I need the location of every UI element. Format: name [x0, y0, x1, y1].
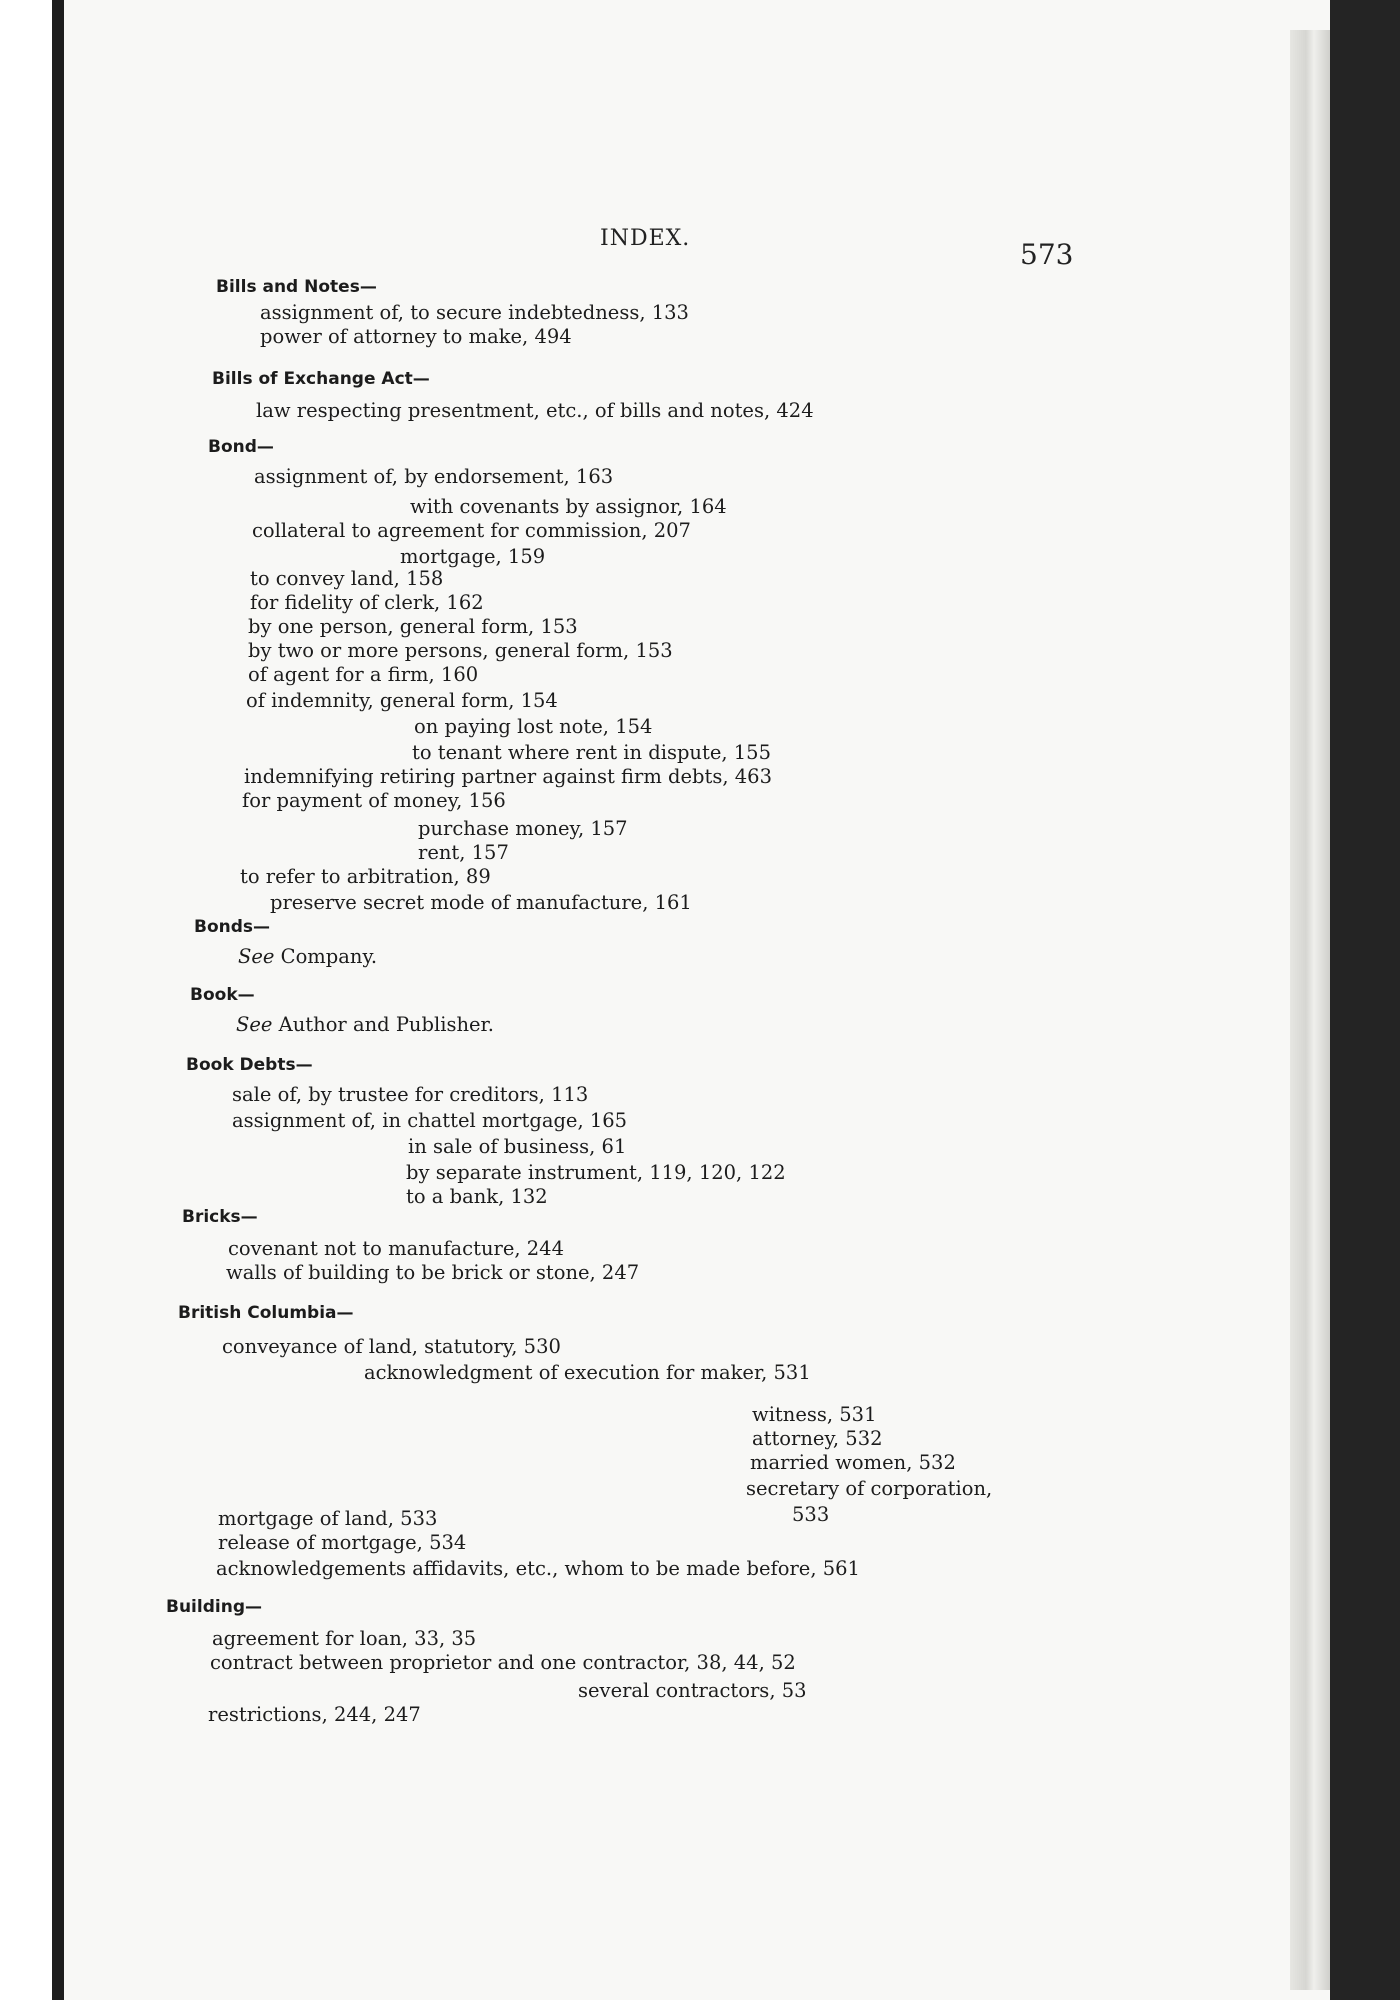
index-line	[238, 946, 377, 968]
index-heading: Bonds—	[194, 917, 271, 937]
index-line: agreement for loan, 33, 35	[212, 1627, 477, 1650]
see-reference: See	[238, 945, 275, 968]
index-heading: Book Debts—	[186, 1055, 313, 1075]
index-line: by separate instrument, 119, 120, 122	[406, 1161, 786, 1184]
index-heading: Book—	[190, 985, 255, 1005]
index-line: power of attorney to make, 494	[260, 325, 572, 348]
index-line: witness, 531	[752, 1403, 877, 1426]
see-target: Company.	[274, 945, 378, 968]
index-line: assignment of, to secure indebtedness, 133	[260, 301, 689, 324]
see-target: Author and Publisher.	[272, 1013, 494, 1036]
index-line: secretary of corporation,	[746, 1477, 993, 1500]
index-line	[236, 1014, 494, 1036]
index-line: for payment of money, 156	[242, 789, 506, 812]
index-line: sale of, by trustee for creditors, 113	[232, 1083, 589, 1106]
index-line: collateral to agreement for commission, 207	[252, 519, 691, 542]
index-line: indemnifying retiring partner against firm debts, 463	[244, 765, 772, 788]
index-line: walls of building to be brick or stone, 247	[226, 1261, 640, 1284]
index-line: of agent for a firm, 160	[248, 663, 479, 686]
page-number: 573	[1020, 238, 1074, 271]
index-line: acknowledgements affidavits, etc., whom to be made before, 561	[216, 1557, 860, 1580]
index-line: restrictions, 244, 247	[208, 1703, 421, 1726]
index-line: for fidelity of clerk, 162	[250, 591, 484, 614]
index-heading: Bricks—	[182, 1207, 258, 1227]
index-line: covenant not to manufacture, 244	[228, 1237, 564, 1260]
index-line: contract between proprietor and one contractor, 38, 44, 52	[210, 1651, 796, 1674]
index-line: by two or more persons, general form, 153	[248, 639, 673, 662]
index-line: rent, 157	[418, 841, 509, 864]
index-heading: Bills of Exchange Act—	[212, 369, 430, 389]
index-line: to tenant where rent in dispute, 155	[412, 741, 771, 764]
see-reference: See	[236, 1013, 273, 1036]
index-line: 533	[792, 1503, 830, 1526]
index-line: acknowledgment of execution for maker, 531	[364, 1361, 811, 1384]
index-line: with covenants by assignor, 164	[410, 495, 727, 518]
index-line: conveyance of land, statutory, 530	[222, 1335, 561, 1358]
index-line: by one person, general form, 153	[248, 615, 578, 638]
index-line: married women, 532	[750, 1451, 956, 1474]
index-line: mortgage, 159	[400, 545, 546, 568]
index-heading: Bond—	[208, 437, 274, 457]
running-head: INDEX.	[600, 226, 691, 251]
index-line: purchase money, 157	[418, 817, 628, 840]
index-line: to a bank, 132	[406, 1185, 548, 1208]
index-line: to convey land, 158	[250, 567, 444, 590]
index-heading: Bills and Notes—	[216, 277, 377, 297]
index-line: release of mortgage, 534	[218, 1531, 467, 1554]
index-line: law respecting presentment, etc., of bills and notes, 424	[256, 399, 814, 422]
index-line: assignment of, in chattel mortgage, 165	[232, 1109, 628, 1132]
index-line: in sale of business, 61	[408, 1135, 627, 1158]
index-line: several contractors, 53	[578, 1679, 807, 1702]
index-line: mortgage of land, 533	[218, 1507, 438, 1530]
index-line: of indemnity, general form, 154	[246, 689, 558, 712]
index-line: to refer to arbitration, 89	[240, 865, 491, 888]
index-heading: British Columbia—	[178, 1303, 354, 1323]
index-line: attorney, 532	[752, 1427, 883, 1450]
index-line: on paying lost note, 154	[414, 715, 653, 738]
index-line: preserve secret mode of manufacture, 161	[270, 891, 692, 914]
index-heading: Building—	[166, 1597, 262, 1617]
index-line: assignment of, by endorsement, 163	[254, 465, 614, 488]
